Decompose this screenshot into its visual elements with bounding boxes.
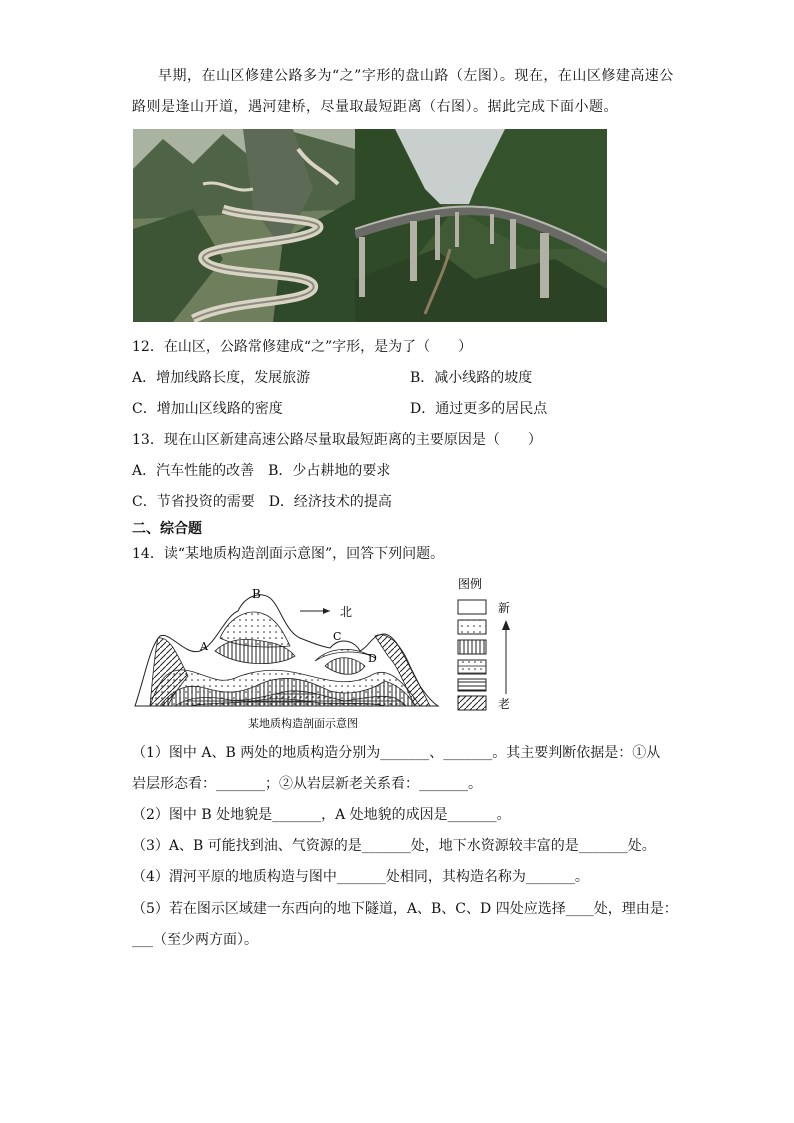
- q12-stem: 12．在山区，公路常修建成“之”字形，是为了（ ）: [132, 339, 473, 355]
- q14-sub1-line2: 岩层形态看：_______；②从岩层新老关系看：_______。: [132, 776, 482, 792]
- viaduct-highway-photo: [355, 129, 607, 322]
- q13-options-row-2: C．节省投资的需要 D．经济技术的提高: [132, 494, 392, 510]
- q14-sub3: （3）A、B 可能找到油、气资源的是_______处，地下水资源较丰富的是_______处。: [132, 838, 656, 854]
- legend-new-label: 新: [498, 601, 511, 615]
- label-c: C: [333, 630, 342, 643]
- q14-stem: 14．读“某地质构造剖面示意图”，回答下列问题。: [132, 546, 445, 562]
- diagram-caption: 某地质构造剖面示意图: [248, 717, 358, 730]
- legend-title: 图例: [458, 577, 483, 591]
- legend-swatch-2: [458, 620, 486, 634]
- winding-road-photo: [133, 129, 355, 322]
- q14-sub5-line1: （5）若在图示区域建一东西向的地下隧道，A、B、C、D 四处应选择____处，理由是：: [132, 901, 678, 917]
- legend-swatch-3: [458, 640, 486, 654]
- legend-old-label: 老: [498, 697, 511, 711]
- q14-sub2: （2）图中 B 处地貌是_______，A 处地貌的成因是_______。: [132, 807, 511, 823]
- legend-swatch-1: [458, 600, 486, 614]
- label-a: A: [200, 640, 208, 653]
- section-heading: 二、综合题: [132, 521, 202, 537]
- legend-swatch-4: [458, 660, 486, 674]
- north-label: 北: [340, 605, 353, 619]
- q12-option-b: B．减小线路的坡度: [410, 370, 533, 386]
- q12-option-d: D．通过更多的居民点: [410, 401, 548, 417]
- legend-swatch-6: [458, 696, 486, 710]
- q14-sub5-line2: ___（至少两方面）。: [132, 932, 258, 948]
- intro-line-1: 早期，在山区修建公路多为“之”字形的盘山路（左图）。现在，在山区修建高速公: [158, 68, 674, 84]
- q12-option-c: C．增加山区线路的密度: [132, 401, 283, 417]
- label-d: D: [368, 652, 377, 665]
- q13-options-row-1: A．汽车性能的改善 B．少占耕地的要求: [132, 463, 391, 479]
- intro-line-2: 路则是逢山开道，遇河建桥，尽量取最短距离（右图）。据此完成下面小题。: [132, 99, 618, 115]
- q14-sub1-line1: （1）图中 A、B 两处的地质构造分别为_______、_______。其主要判断依据是：①从: [132, 745, 661, 761]
- legend-swatch-5: [458, 679, 486, 691]
- q12-option-a: A．增加线路长度，发展旅游: [132, 370, 311, 386]
- label-b: B: [252, 587, 261, 601]
- q13-stem: 13．现在山区新建高速公路尽量取最短距离的主要原因是（ ）: [132, 432, 542, 448]
- q14-sub4: （4）渭河平原的地质构造与图中_______处相同，其构造名称为_______。: [132, 869, 589, 885]
- geologic-section-diagram: [130, 576, 530, 736]
